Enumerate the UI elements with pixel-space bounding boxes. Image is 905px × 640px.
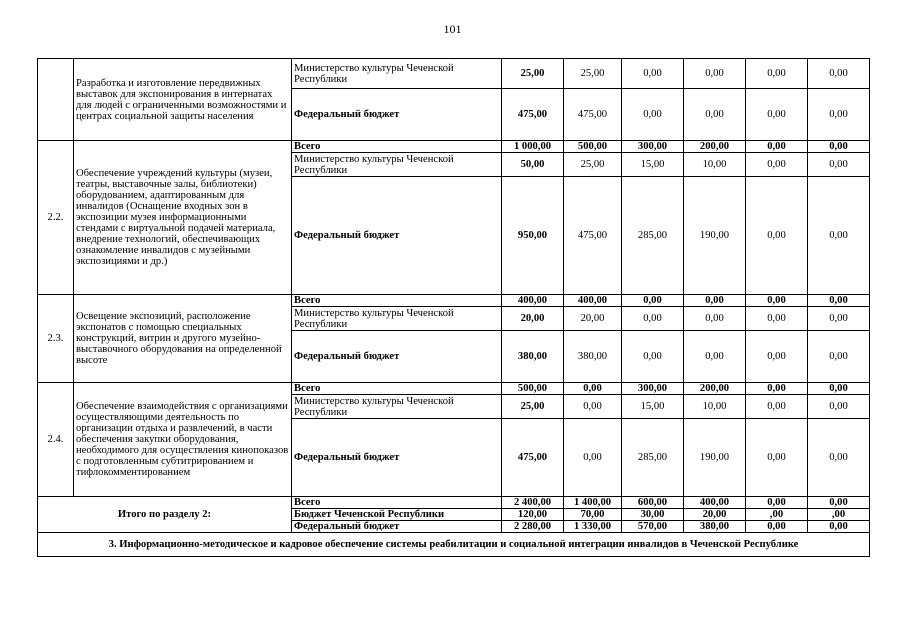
value-total: 20,00 xyxy=(502,307,564,331)
funding-source: Всего xyxy=(292,141,502,153)
budget-table xyxy=(37,58,870,557)
value-cell: 0,00 xyxy=(746,521,808,533)
value-cell: 400,00 xyxy=(684,497,746,509)
value-cell: 0,00 xyxy=(746,177,808,295)
item-description: Обеспечение взаимодействия с организациями осуществляющими деятельность по организации отдыха и развлечений, в части обеспечения закупки оборудования, необходимого для осуществления кинопоказов с подготовленным субтитрированием и тифлокомментированием xyxy=(74,383,292,497)
funding-source: Всего xyxy=(292,497,502,509)
value-cell: 0,00 xyxy=(808,89,870,141)
value-cell: 1 400,00 xyxy=(564,497,622,509)
item-description: Освещение экспозиций, расположение экспонатов с помощью специальных конструкций, витрин и другого музейно-выставочного оборудования на определенной высоте xyxy=(74,295,292,383)
value-cell: 20,00 xyxy=(684,509,746,521)
value-total: 500,00 xyxy=(502,383,564,395)
value-total: 475,00 xyxy=(502,89,564,141)
value-cell: 0,00 xyxy=(564,383,622,395)
value-cell: 0,00 xyxy=(684,89,746,141)
value-cell: 1 330,00 xyxy=(564,521,622,533)
value-cell: 70,00 xyxy=(564,509,622,521)
funding-source: Федеральный бюджет xyxy=(292,419,502,497)
value-cell: 300,00 xyxy=(622,383,684,395)
value-cell: 0,00 xyxy=(808,521,870,533)
item-number: 2.3. xyxy=(38,295,74,383)
value-cell: 0,00 xyxy=(746,497,808,509)
funding-source: Всего xyxy=(292,383,502,395)
value-cell: 20,00 xyxy=(564,307,622,331)
value-cell: 200,00 xyxy=(684,383,746,395)
value-cell: 380,00 xyxy=(564,331,622,383)
value-cell: 200,00 xyxy=(684,141,746,153)
funding-source: Министерство культуры Чеченской Республики xyxy=(292,307,502,331)
value-cell: 500,00 xyxy=(564,141,622,153)
value-cell: 25,00 xyxy=(564,59,622,89)
value-cell: 0,00 xyxy=(684,331,746,383)
table-row xyxy=(38,141,870,153)
value-cell: 15,00 xyxy=(622,395,684,419)
item-number: 2.4. xyxy=(38,383,74,497)
value-cell: 300,00 xyxy=(622,141,684,153)
table-row xyxy=(38,497,870,509)
value-cell: 0,00 xyxy=(808,331,870,383)
value-cell: 570,00 xyxy=(622,521,684,533)
table-row xyxy=(38,59,870,89)
value-cell: 0,00 xyxy=(746,419,808,497)
value-cell: 0,00 xyxy=(746,141,808,153)
funding-source: Федеральный бюджет xyxy=(292,331,502,383)
value-cell: 0,00 xyxy=(808,307,870,331)
value-cell: 30,00 xyxy=(622,509,684,521)
value-cell: 0,00 xyxy=(622,89,684,141)
item-number xyxy=(38,59,74,141)
value-total: 1 000,00 xyxy=(502,141,564,153)
value-cell: 380,00 xyxy=(684,521,746,533)
value-cell: 10,00 xyxy=(684,153,746,177)
section-total-label: Итого по разделу 2: xyxy=(38,497,292,533)
value-total: 25,00 xyxy=(502,395,564,419)
value-total: 475,00 xyxy=(502,419,564,497)
value-cell: 0,00 xyxy=(746,395,808,419)
table-row xyxy=(38,295,870,307)
value-cell: 0,00 xyxy=(746,383,808,395)
value-cell: 10,00 xyxy=(684,395,746,419)
item-number: 2.2. xyxy=(38,141,74,295)
value-cell: 475,00 xyxy=(564,89,622,141)
funding-source: Министерство культуры Чеченской Республики xyxy=(292,395,502,419)
value-cell: 0,00 xyxy=(808,295,870,307)
value-cell: 190,00 xyxy=(684,177,746,295)
value-cell: 0,00 xyxy=(564,419,622,497)
value-cell: 0,00 xyxy=(622,295,684,307)
value-cell: ,00 xyxy=(746,509,808,521)
value-cell: 475,00 xyxy=(564,177,622,295)
section-header: 3. Информационно-методическое и кадровое обеспечение системы реабилитации и социальной интеграции инвалидов в Чеченской Республике xyxy=(38,533,870,557)
item-description: Разработка и изготовление передвижных выставок для экспонирования в интернатах для людей с ограниченными возможностями и центрах социальной защиты населения xyxy=(74,59,292,141)
value-cell: 0,00 xyxy=(622,307,684,331)
item-description: Обеспечение учреждений культуры (музеи, театры, выставочные залы, библиотеки) оборудованием, адаптированным для инвалидов (Оснащение входных зон в экспозиции музея информационными стендами с виртуальной подачей материала, внедрение технологий, обеспечивающих ознакомление инвалидов с музейными экспозициями и др.) xyxy=(74,141,292,295)
value-cell: 285,00 xyxy=(622,419,684,497)
value-cell: 0,00 xyxy=(808,177,870,295)
value-total: 400,00 xyxy=(502,295,564,307)
value-cell: 0,00 xyxy=(808,383,870,395)
funding-source: Федеральный бюджет xyxy=(292,521,502,533)
value-total: 380,00 xyxy=(502,331,564,383)
funding-source: Министерство культуры Чеченской Республики xyxy=(292,153,502,177)
value-cell: 0,00 xyxy=(622,331,684,383)
value-cell: 25,00 xyxy=(564,153,622,177)
funding-source: Бюджет Чеченской Республики xyxy=(292,509,502,521)
value-cell: 0,00 xyxy=(622,59,684,89)
value-cell: 190,00 xyxy=(684,419,746,497)
value-cell: 600,00 xyxy=(622,497,684,509)
value-total: 2 280,00 xyxy=(502,521,564,533)
value-cell: 0,00 xyxy=(746,331,808,383)
value-cell: 0,00 xyxy=(684,295,746,307)
value-cell: 0,00 xyxy=(808,141,870,153)
value-cell: ,00 xyxy=(808,509,870,521)
value-cell: 0,00 xyxy=(808,153,870,177)
value-cell: 0,00 xyxy=(746,307,808,331)
funding-source: Федеральный бюджет xyxy=(292,177,502,295)
table-row xyxy=(38,383,870,395)
value-cell: 0,00 xyxy=(746,295,808,307)
table-row xyxy=(38,533,870,557)
page-number: 101 xyxy=(443,22,462,36)
value-cell: 15,00 xyxy=(622,153,684,177)
funding-source: Министерство культуры Чеченской Республики xyxy=(292,59,502,89)
funding-source: Всего xyxy=(292,295,502,307)
value-cell: 0,00 xyxy=(684,307,746,331)
value-cell: 0,00 xyxy=(808,419,870,497)
value-cell: 0,00 xyxy=(746,59,808,89)
value-cell: 400,00 xyxy=(564,295,622,307)
value-total: 120,00 xyxy=(502,509,564,521)
value-cell: 0,00 xyxy=(808,395,870,419)
funding-source: Федеральный бюджет xyxy=(292,89,502,141)
value-cell: 0,00 xyxy=(808,497,870,509)
value-cell: 0,00 xyxy=(564,395,622,419)
value-cell: 0,00 xyxy=(746,89,808,141)
value-total: 2 400,00 xyxy=(502,497,564,509)
value-cell: 285,00 xyxy=(622,177,684,295)
value-cell: 0,00 xyxy=(746,153,808,177)
value-total: 50,00 xyxy=(502,153,564,177)
value-cell: 0,00 xyxy=(808,59,870,89)
value-total: 950,00 xyxy=(502,177,564,295)
value-cell: 0,00 xyxy=(684,59,746,89)
value-total: 25,00 xyxy=(502,59,564,89)
